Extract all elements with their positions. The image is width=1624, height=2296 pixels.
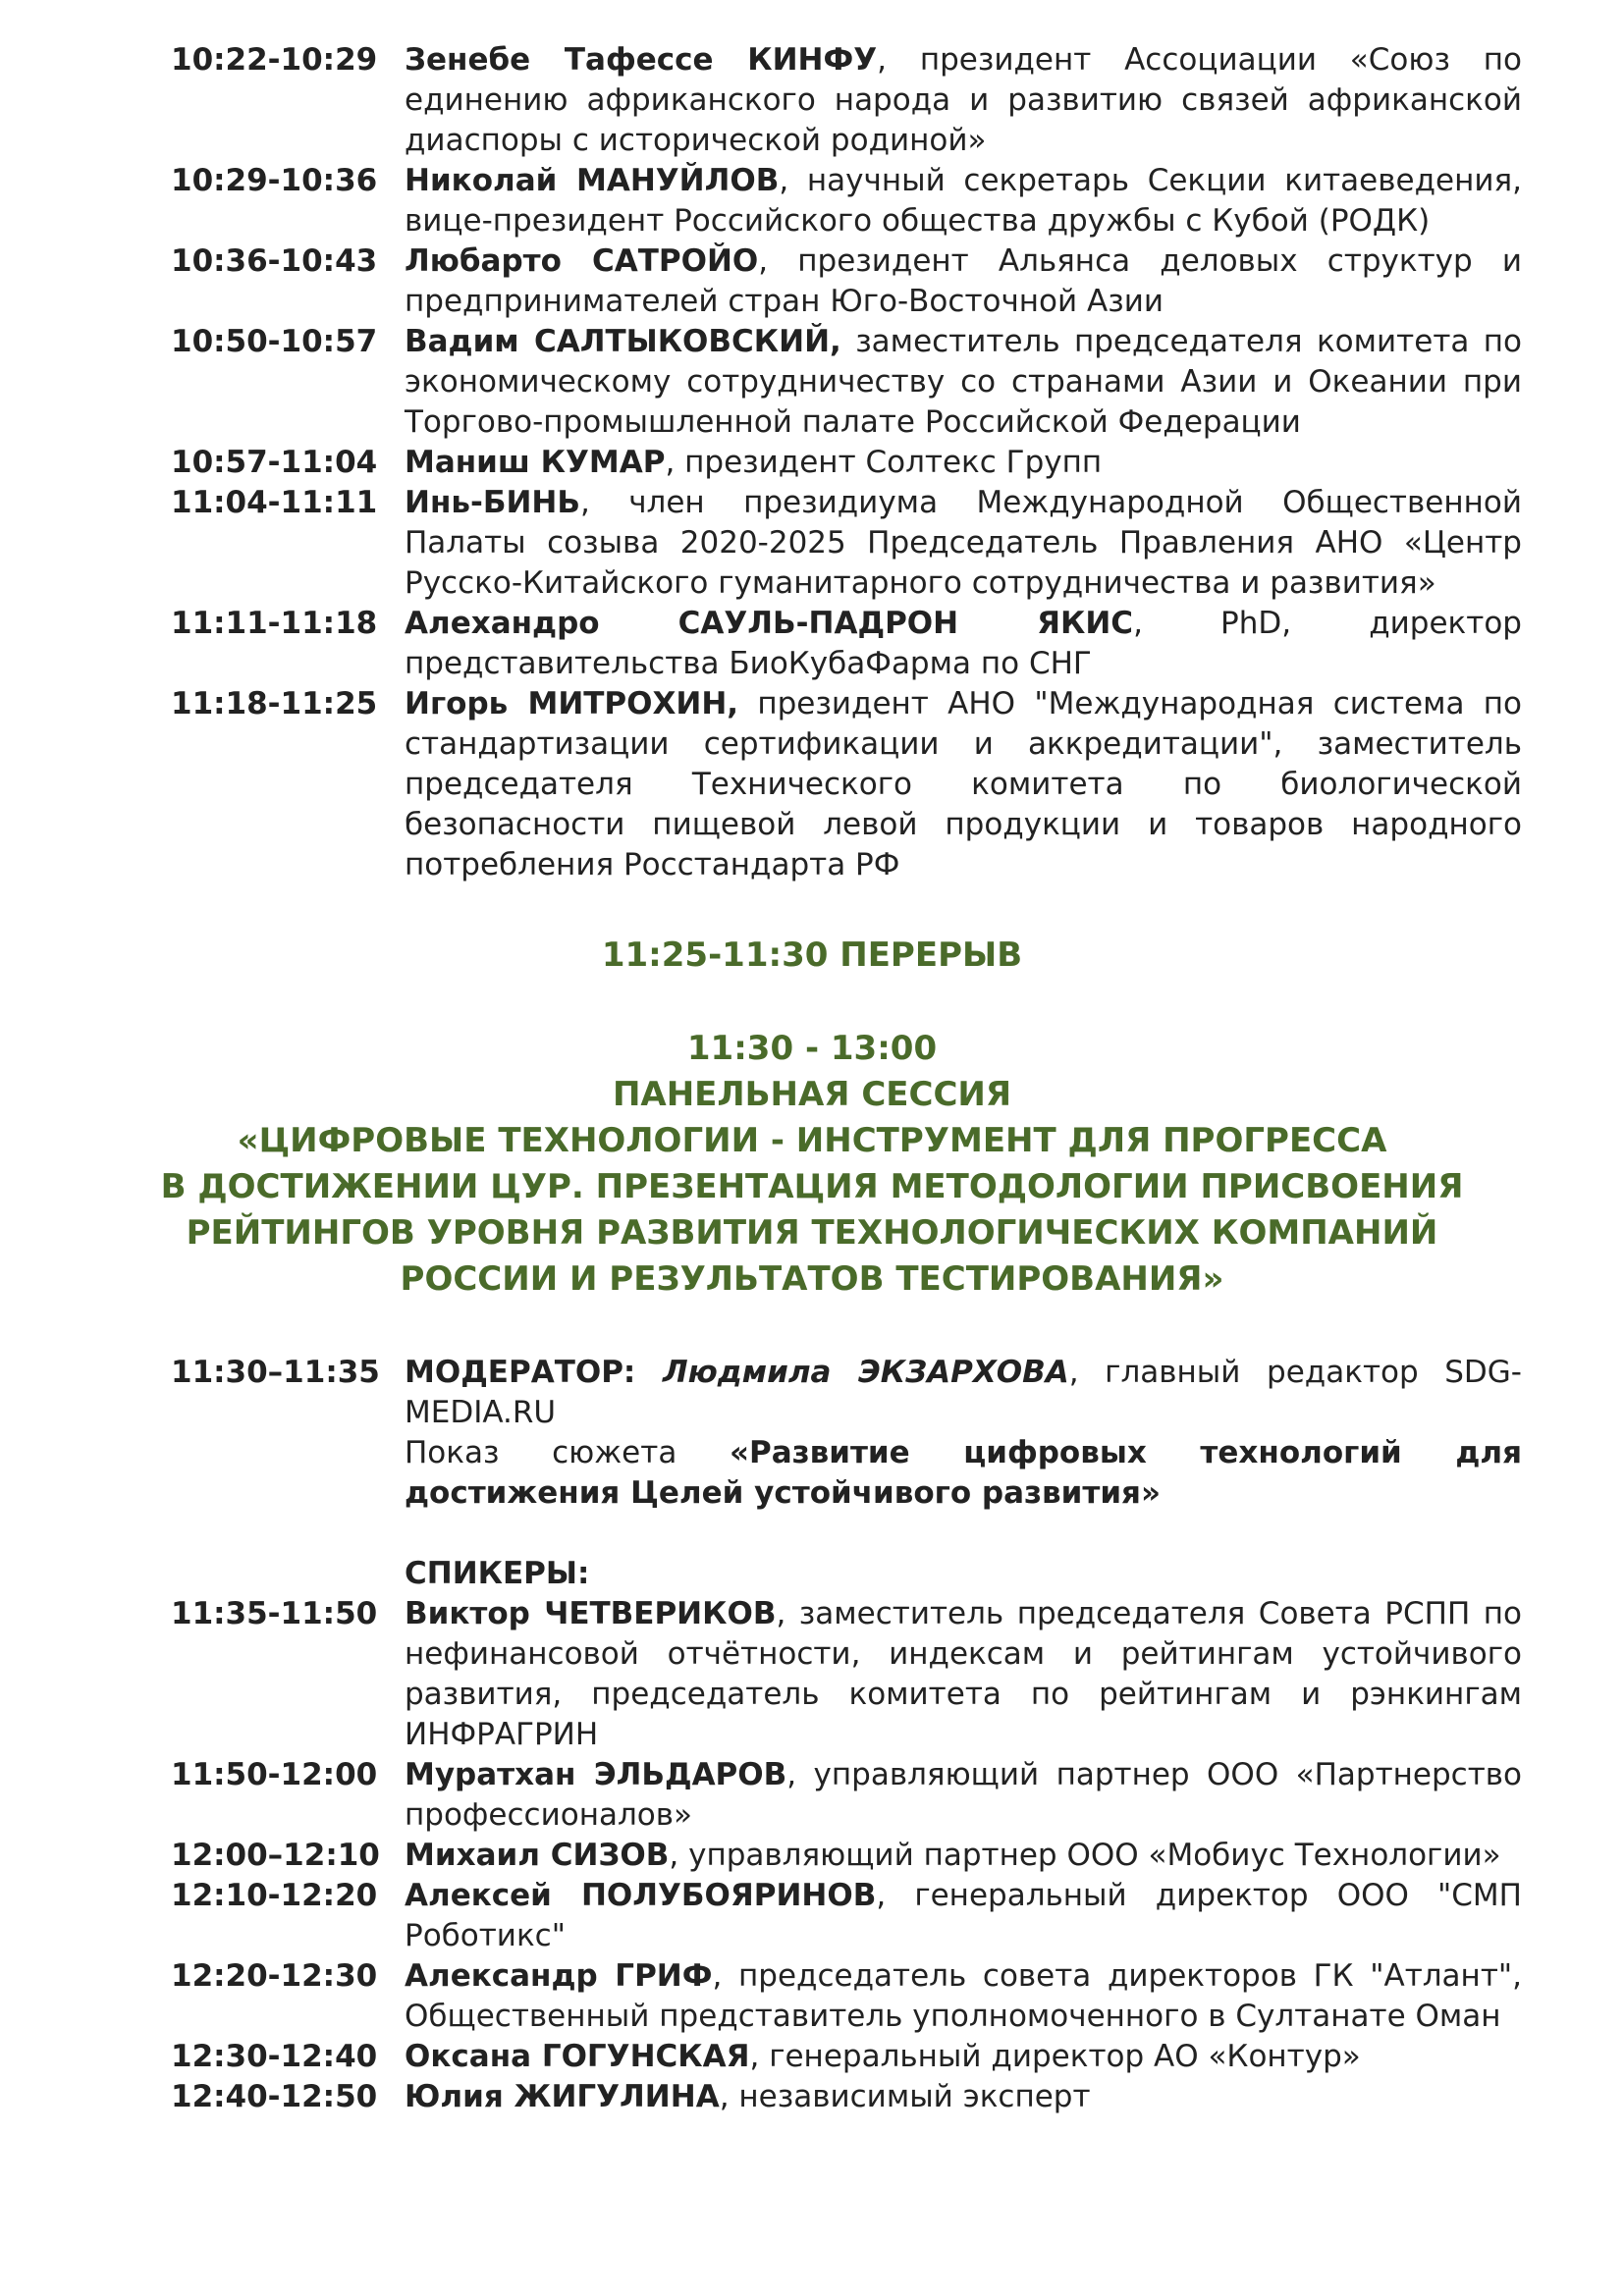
session-kind: ПАНЕЛЬНАЯ СЕССИЯ bbox=[612, 1075, 1012, 1114]
program-row bbox=[171, 1755, 1522, 1836]
speaker-description: , президент Солтекс Групп bbox=[665, 445, 1103, 480]
speaker-description: , PhD, директор представительства БиоКубаФарма по СНГ bbox=[405, 606, 1522, 681]
program-row bbox=[171, 604, 1522, 684]
speaker-name: Муратхан ЭЛЬДАРОВ bbox=[405, 1757, 787, 1792]
time-slot: 10:36-10:43 bbox=[171, 243, 378, 279]
program-row bbox=[171, 1876, 1522, 1956]
program-block-2 bbox=[171, 1353, 1522, 2117]
session-time: 11:30 - 13:00 bbox=[686, 1029, 938, 1068]
speaker-name: Любарто САТРОЙО bbox=[405, 243, 759, 279]
program-row bbox=[171, 322, 1522, 443]
speaker-name: Инь-БИНЬ bbox=[405, 485, 580, 520]
program-row bbox=[171, 443, 1522, 483]
speaker-entry bbox=[405, 40, 1522, 161]
time-slot-empty bbox=[171, 1554, 405, 1594]
time-slot: 12:30-12:40 bbox=[171, 2039, 378, 2074]
time-slot: 12:10-12:20 bbox=[171, 1878, 378, 1913]
speaker-name: Виктор ЧЕТВЕРИКОВ bbox=[405, 1596, 777, 1631]
speaker-description: , управляющий партнер ООО «Мобиус Технологии» bbox=[669, 1838, 1501, 1873]
speaker-name: Александр ГРИФ bbox=[405, 1958, 713, 1994]
speaker-name: Юлия ЖИГУЛИНА bbox=[405, 2079, 720, 2114]
speaker-entry bbox=[405, 2037, 1522, 2077]
time-slot: 10:57-11:04 bbox=[171, 445, 378, 480]
speaker-entry bbox=[405, 1836, 1522, 1876]
speaker-name: Николай МАНУЙЛОВ bbox=[405, 163, 780, 198]
spacer bbox=[171, 1514, 1522, 1554]
time-slot: 12:20-12:30 bbox=[171, 1958, 378, 1994]
speaker-entry bbox=[405, 443, 1522, 483]
speaker-description: , член президиума Международной Общественной Палаты созыва 2020-2025 Председатель Правления АНО «Центр Русско-Китайского гуманитарного сотрудничества и развития» bbox=[405, 485, 1522, 601]
time-slot: 11:04-11:11 bbox=[171, 485, 378, 520]
session-title-line: В ДОСТИЖЕНИИ ЦУР. ПРЕЗЕНТАЦИЯ МЕТОДОЛОГИИ ПРИСВОЕНИЯ bbox=[160, 1167, 1464, 1206]
speaker-entry bbox=[405, 161, 1522, 241]
time-slot: 11:18-11:25 bbox=[171, 686, 378, 721]
speaker-description: , генеральный директор ООО "СМП Роботикс" bbox=[405, 1878, 1522, 1953]
time-slot: 11:11-11:18 bbox=[171, 606, 378, 641]
speaker-description: президент АНО "Международная система по стандартизации сертификации и аккредитации", заместитель председателя Технического комитета по биологической безопасности пищевой левой продукции и товаров народного потребления Росстандарта РФ bbox=[405, 686, 1522, 882]
session-title-line: «ЦИФРОВЫЕ ТЕХНОЛОГИИ - ИНСТРУМЕНТ ДЛЯ ПРОГРЕССА bbox=[237, 1121, 1387, 1160]
speaker-description: , научный секретарь Секции китаеведения, вице-президент Российского общества дружбы с Кубой (РОДК) bbox=[405, 163, 1522, 239]
time-slot: 12:40-12:50 bbox=[171, 2079, 378, 2114]
program-row bbox=[171, 483, 1522, 604]
speaker-description: , председатель совета директоров ГК "Атлант", Общественный представитель уполномоченного в Султанате Оман bbox=[405, 1958, 1522, 2034]
speaker-name: Алехандро САУЛЬ-ПАДРОН ЯКИС bbox=[405, 606, 1134, 641]
program-row bbox=[171, 40, 1522, 161]
program-row bbox=[171, 241, 1522, 322]
session-heading bbox=[0, 1026, 1624, 1303]
speaker-entry bbox=[405, 2077, 1522, 2117]
program-row bbox=[171, 684, 1522, 885]
session-title-line: РОССИИ И РЕЗУЛЬТАТОВ ТЕСТИРОВАНИЯ» bbox=[400, 1259, 1224, 1299]
speaker-description: , заместитель председателя Совета РСПП по нефинансовой отчётности, индексам и рейтингам устойчивого развития, председатель комитета по рейтингам и рэнкингам ИНФРАГРИН bbox=[405, 1596, 1522, 1752]
video-title: «Развитие цифровых технологий для достижения Целей устойчивого развития» bbox=[405, 1435, 1522, 1511]
moderator-name: Людмила ЭКЗАРХОВА bbox=[635, 1355, 1069, 1390]
program-block-1 bbox=[171, 40, 1522, 885]
time-slot: 10:29-10:36 bbox=[171, 163, 378, 198]
speaker-description: заместитель председателя комитета по экономическому сотрудничеству со странами Азии и Океании при Торгово-промышленной палате Российской Федерации bbox=[405, 324, 1522, 440]
speaker-entry bbox=[405, 684, 1522, 885]
time-slot: 10:22-10:29 bbox=[171, 42, 378, 78]
speaker-entry bbox=[405, 241, 1522, 322]
speaker-description: , президент Альянса деловых структур и предпринимателей стран Юго-Восточной Азии bbox=[405, 243, 1522, 319]
time-slot: 11:30–11:35 bbox=[171, 1355, 380, 1390]
speaker-name: Оксана ГОГУНСКАЯ bbox=[405, 2039, 750, 2074]
moderator-entry bbox=[405, 1353, 1522, 1514]
speaker-name: Алексей ПОЛУБОЯРИНОВ bbox=[405, 1878, 877, 1913]
speaker-name: Зенебе Тафессе КИНФУ bbox=[405, 42, 878, 78]
moderator-description: , главный редактор SDG-MEDIA.RU bbox=[405, 1355, 1522, 1430]
time-slot: 10:50-10:57 bbox=[171, 324, 378, 359]
program-row bbox=[171, 1836, 1522, 1876]
program-row bbox=[171, 2037, 1522, 2077]
program-row bbox=[171, 1594, 1522, 1755]
speaker-entry bbox=[405, 322, 1522, 443]
program-row bbox=[171, 161, 1522, 241]
speaker-description: , президент Ассоциации «Союз по единению африканского народа и развитию связей африканской диаспоры с исторической родиной» bbox=[405, 42, 1523, 158]
time-slot: 11:50-12:00 bbox=[171, 1757, 378, 1792]
session-title-line: РЕЙТИНГОВ УРОВНЯ РАЗВИТИЯ ТЕХНОЛОГИЧЕСКИХ КОМПАНИЙ bbox=[186, 1213, 1438, 1253]
speaker-description: , независимый эксперт bbox=[719, 2079, 1091, 2114]
speaker-entry bbox=[405, 483, 1522, 604]
speaker-name: Маниш КУМАР bbox=[405, 445, 666, 480]
speakers-label-row bbox=[171, 1554, 1522, 1594]
speaker-description: , управляющий партнер ООО «Партнерство профессионалов» bbox=[405, 1757, 1523, 1833]
moderator-row bbox=[171, 1353, 1522, 1514]
speaker-entry bbox=[405, 1755, 1522, 1836]
speaker-entry bbox=[405, 1956, 1522, 2037]
speakers-label: СПИКЕРЫ: bbox=[405, 1556, 590, 1591]
speaker-name: Вадим САЛТЫКОВСКИЙ, bbox=[405, 324, 841, 359]
speaker-entry bbox=[405, 1876, 1522, 1956]
speaker-description: , генеральный директор АО «Контур» bbox=[749, 2039, 1361, 2074]
speaker-entry bbox=[405, 1594, 1522, 1755]
moderator-label: МОДЕРАТОР: bbox=[405, 1355, 636, 1390]
time-slot: 11:35-11:50 bbox=[171, 1596, 378, 1631]
video-prefix: Показ сюжета bbox=[405, 1435, 730, 1470]
program-row bbox=[171, 2077, 1522, 2117]
break-heading: 11:25-11:30 ПЕРЕРЫВ bbox=[601, 935, 1023, 975]
speaker-name: Михаил СИЗОВ bbox=[405, 1838, 670, 1873]
speaker-entry bbox=[405, 604, 1522, 684]
speaker-name: Игорь МИТРОХИН, bbox=[405, 686, 739, 721]
time-slot: 12:00–12:10 bbox=[171, 1838, 380, 1873]
program-row bbox=[171, 1956, 1522, 2037]
